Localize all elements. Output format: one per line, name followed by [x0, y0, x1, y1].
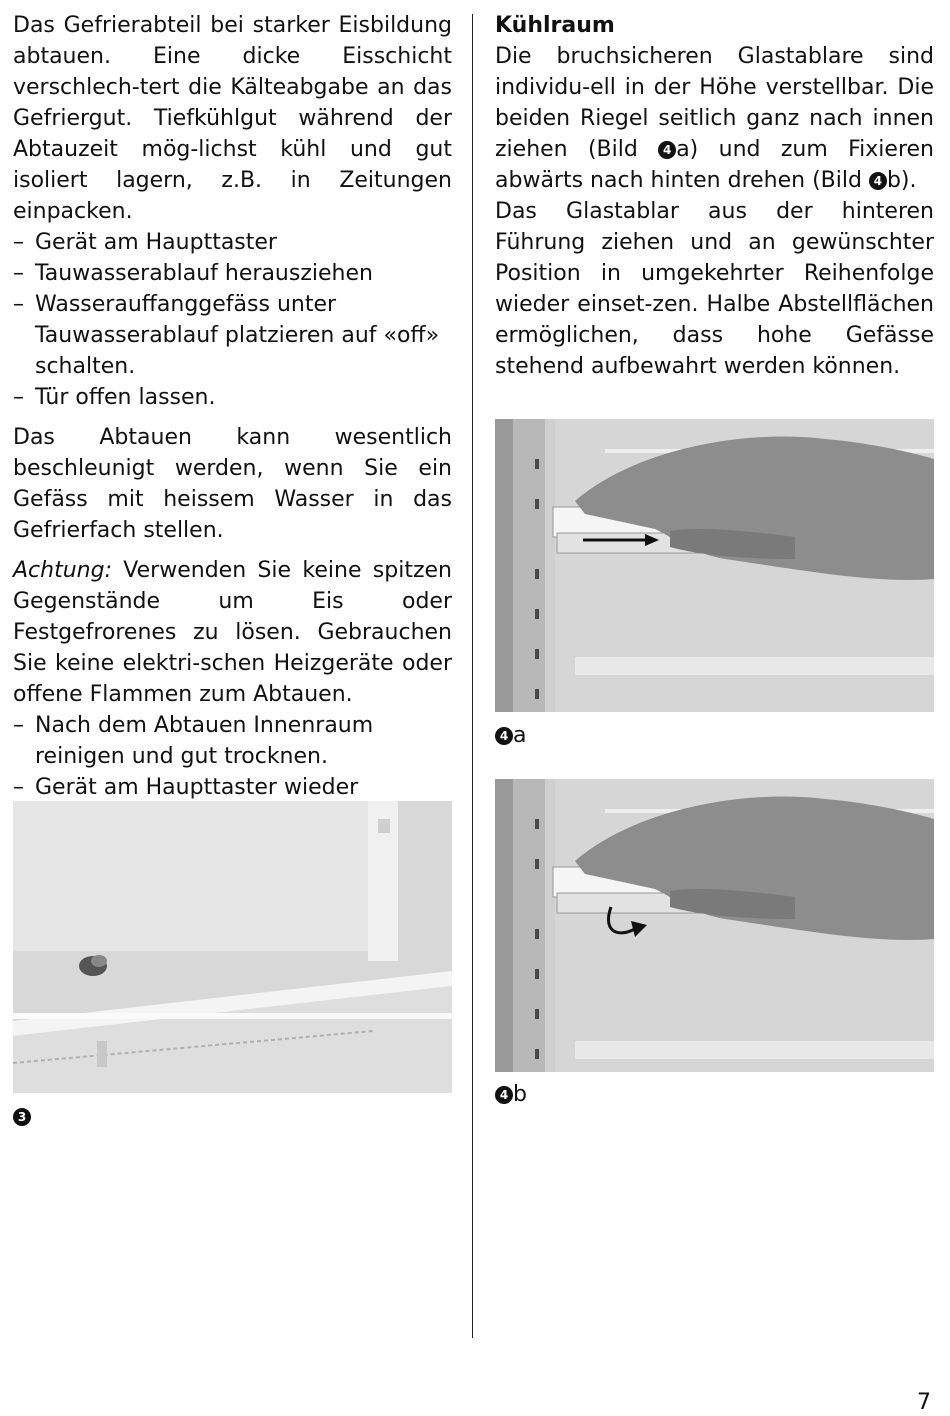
section-heading: Kühlraum [495, 13, 615, 38]
list-item: – Nach dem Abtauen Innenraum reinigen und gut trocknen. [13, 710, 452, 772]
figure-number-badge: 4 [869, 172, 887, 190]
column-divider [472, 14, 473, 1338]
warning-text: Verwenden Sie keine spitzen Gegenstände um Eis oder Festgefrorenes zu lösen. Gebrauchen Sie keine elektri-schen Heizgeräte oder offene Flammen zum Abtauen. [13, 558, 452, 707]
page-number: 7 [917, 1390, 931, 1415]
list-item: – Tauwasserablauf herausziehen [13, 258, 452, 289]
speedup-paragraph: Das Abtauen kann wesentlich beschleunigt werden, wenn Sie ein Gefäss mit heissem Wasser in das Gefrierfach stellen. [13, 425, 452, 543]
figure-4b-caption [495, 1081, 527, 1109]
figure-4a-caption [495, 722, 526, 750]
figure-number-badge: 4 [658, 141, 676, 159]
list-item: – Wasserauffanggefäss unter Tauwasserablauf platzieren auf «off» schalten. [13, 289, 452, 382]
list-item: – Gerät am Haupttaster wieder [13, 772, 452, 834]
figure-number-badge: 4 [495, 1086, 513, 1104]
list-item: – Tür offen lassen. [13, 382, 452, 413]
intro-paragraph: Das Gefrierabteil bei starker Eisbildung abtauen. Eine dicke Eisschicht verschlech-tert die Kälteabgabe an das Gefriergut. Tiefkühlgut während der Abtauzeit mög-lichst kühl und gut isoliert lagern, z.B. in Zeitungen einpacken. [13, 13, 452, 224]
list-item: – Gerät am Haupttaster [13, 227, 452, 258]
figure-3-caption [13, 1103, 31, 1131]
figure-letter: b [513, 1082, 527, 1107]
figure-4a-photo [495, 419, 934, 712]
figure-number-badge: 3 [13, 1108, 31, 1126]
warning-paragraph [13, 555, 452, 710]
defrost-steps-list [13, 227, 452, 413]
figure-letter: a [513, 723, 527, 748]
warning-label: Achtung: [13, 558, 112, 583]
right-column [495, 10, 934, 382]
shelf-paragraph-2: Das Glastablar aus der hinteren Führung ziehen und an gewünschter Position in umgekehrter Reihenfolge wieder einset-zen. Halbe Abstellflächen ermöglichen, dass hohe Gefässe stehend aufbewahrt werden können. [495, 199, 934, 379]
figure-3-photo [13, 801, 452, 1093]
figure-number-badge: 4 [495, 727, 513, 745]
figure-4b-photo [495, 779, 934, 1072]
shelf-paragraph-1: Die bruchsicheren Glastablare sind individu-ell in der Höhe verstellbar. Die beiden Riegel seitlich ganz nach innen ziehen (Bild 4 a) und zum Fixieren abwärts nach hinten drehen (Bild 4 b). [495, 44, 934, 193]
left-column [13, 10, 452, 834]
